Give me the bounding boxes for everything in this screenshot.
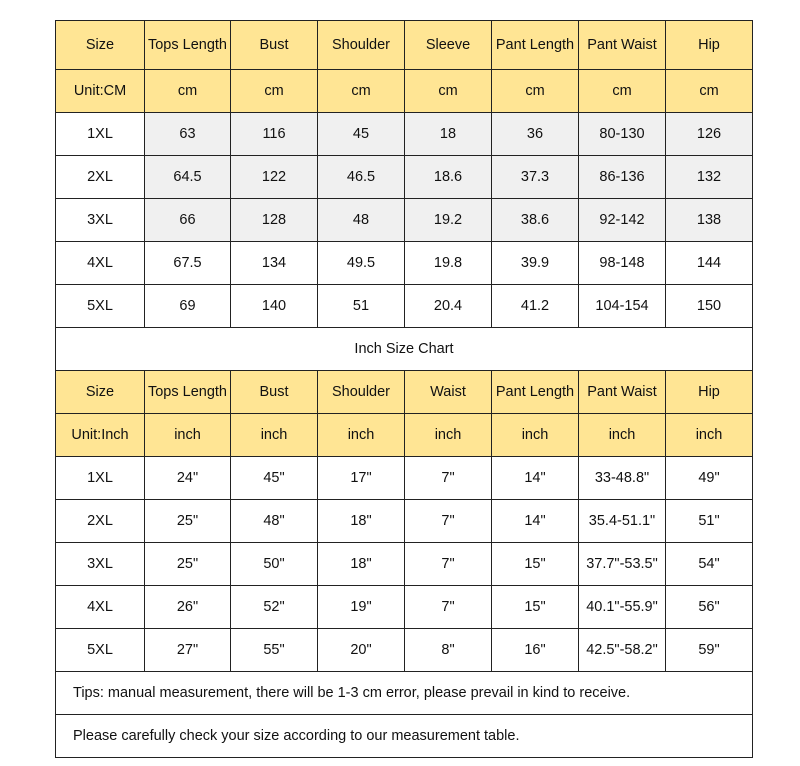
- value-cell: 54": [666, 543, 753, 586]
- size-cell: 1XL: [56, 457, 145, 500]
- value-cell: 86-136: [579, 156, 666, 199]
- unit-cell: cm: [145, 70, 231, 113]
- cm-header-row: [56, 21, 753, 70]
- value-cell: 25": [145, 500, 231, 543]
- size-cell: 2XL: [56, 156, 145, 199]
- value-cell: 104-154: [579, 285, 666, 328]
- value-cell: 35.4-51.1": [579, 500, 666, 543]
- value-cell: 27": [145, 629, 231, 672]
- table-row: [56, 500, 753, 543]
- value-cell: 66: [145, 199, 231, 242]
- unit-cell: cm: [492, 70, 579, 113]
- table-row: [56, 586, 753, 629]
- size-cell: 4XL: [56, 242, 145, 285]
- value-cell: 36: [492, 113, 579, 156]
- table-row: [56, 285, 753, 328]
- unit-cell: cm: [579, 70, 666, 113]
- value-cell: 17": [318, 457, 405, 500]
- value-cell: 144: [666, 242, 753, 285]
- size-chart-table: [55, 20, 753, 758]
- table-row: [56, 242, 753, 285]
- unit-cell: Unit:CM: [56, 70, 145, 113]
- value-cell: 55": [231, 629, 318, 672]
- value-cell: 18.6: [405, 156, 492, 199]
- header-cell: Shoulder: [318, 371, 405, 414]
- size-cell: 5XL: [56, 285, 145, 328]
- size-cell: 5XL: [56, 629, 145, 672]
- cm-unit-row: [56, 70, 753, 113]
- unit-cell: cm: [666, 70, 753, 113]
- value-cell: 26": [145, 586, 231, 629]
- value-cell: 51": [666, 500, 753, 543]
- unit-cell: Unit:Inch: [56, 414, 145, 457]
- size-cell: 2XL: [56, 500, 145, 543]
- value-cell: 150: [666, 285, 753, 328]
- value-cell: 39.9: [492, 242, 579, 285]
- value-cell: 46.5: [318, 156, 405, 199]
- header-cell: Bust: [231, 371, 318, 414]
- table-row: [56, 113, 753, 156]
- value-cell: 45": [231, 457, 318, 500]
- value-cell: 49.5: [318, 242, 405, 285]
- table-row: [56, 457, 753, 500]
- value-cell: 8": [405, 629, 492, 672]
- value-cell: 140: [231, 285, 318, 328]
- value-cell: 14": [492, 457, 579, 500]
- header-cell: Hip: [666, 21, 753, 70]
- value-cell: 80-130: [579, 113, 666, 156]
- header-cell: Waist: [405, 371, 492, 414]
- unit-cell: inch: [145, 414, 231, 457]
- value-cell: 7": [405, 586, 492, 629]
- inch-title-row: [56, 328, 753, 371]
- value-cell: 25": [145, 543, 231, 586]
- unit-cell: cm: [318, 70, 405, 113]
- check-size-text: Please carefully check your size according to our measurement table.: [56, 715, 753, 758]
- header-cell: Pant Waist: [579, 21, 666, 70]
- table-row: [56, 199, 753, 242]
- value-cell: 51: [318, 285, 405, 328]
- header-cell: Size: [56, 371, 145, 414]
- value-cell: 19.8: [405, 242, 492, 285]
- size-cell: 1XL: [56, 113, 145, 156]
- header-cell: Pant Length: [492, 371, 579, 414]
- value-cell: 134: [231, 242, 318, 285]
- size-cell: 3XL: [56, 543, 145, 586]
- table-row: [56, 629, 753, 672]
- value-cell: 18: [405, 113, 492, 156]
- value-cell: 50": [231, 543, 318, 586]
- inch-size-chart-title: Inch Size Chart: [56, 328, 753, 371]
- value-cell: 126: [666, 113, 753, 156]
- value-cell: 48": [231, 500, 318, 543]
- value-cell: 7": [405, 543, 492, 586]
- header-cell: Tops Length: [145, 371, 231, 414]
- value-cell: 40.1"-55.9": [579, 586, 666, 629]
- value-cell: 41.2: [492, 285, 579, 328]
- unit-cell: inch: [579, 414, 666, 457]
- value-cell: 20": [318, 629, 405, 672]
- value-cell: 7": [405, 457, 492, 500]
- value-cell: 18": [318, 500, 405, 543]
- header-cell: Pant Waist: [579, 371, 666, 414]
- value-cell: 20.4: [405, 285, 492, 328]
- value-cell: 122: [231, 156, 318, 199]
- unit-cell: inch: [492, 414, 579, 457]
- value-cell: 138: [666, 199, 753, 242]
- value-cell: 45: [318, 113, 405, 156]
- value-cell: 37.7"-53.5": [579, 543, 666, 586]
- unit-cell: inch: [666, 414, 753, 457]
- value-cell: 48: [318, 199, 405, 242]
- value-cell: 128: [231, 199, 318, 242]
- size-cell: 3XL: [56, 199, 145, 242]
- tips-text: Tips: manual measurement, there will be 1-3 cm error, please prevail in kind to receive.: [56, 672, 753, 715]
- header-cell: Shoulder: [318, 21, 405, 70]
- value-cell: 14": [492, 500, 579, 543]
- value-cell: 15": [492, 543, 579, 586]
- table-row: [56, 156, 753, 199]
- value-cell: 24": [145, 457, 231, 500]
- inch-header-row: [56, 371, 753, 414]
- value-cell: 69: [145, 285, 231, 328]
- size-cell: 4XL: [56, 586, 145, 629]
- value-cell: 98-148: [579, 242, 666, 285]
- tips-row: [56, 715, 753, 758]
- value-cell: 49": [666, 457, 753, 500]
- value-cell: 37.3: [492, 156, 579, 199]
- value-cell: 15": [492, 586, 579, 629]
- value-cell: 56": [666, 586, 753, 629]
- value-cell: 116: [231, 113, 318, 156]
- header-cell: Sleeve: [405, 21, 492, 70]
- tips-row: [56, 672, 753, 715]
- value-cell: 92-142: [579, 199, 666, 242]
- value-cell: 59": [666, 629, 753, 672]
- header-cell: Size: [56, 21, 145, 70]
- header-cell: Hip: [666, 371, 753, 414]
- value-cell: 64.5: [145, 156, 231, 199]
- unit-cell: inch: [405, 414, 492, 457]
- value-cell: 7": [405, 500, 492, 543]
- value-cell: 63: [145, 113, 231, 156]
- header-cell: Pant Length: [492, 21, 579, 70]
- unit-cell: inch: [231, 414, 318, 457]
- value-cell: 38.6: [492, 199, 579, 242]
- header-cell: Bust: [231, 21, 318, 70]
- unit-cell: inch: [318, 414, 405, 457]
- value-cell: 52": [231, 586, 318, 629]
- value-cell: 132: [666, 156, 753, 199]
- value-cell: 16": [492, 629, 579, 672]
- value-cell: 67.5: [145, 242, 231, 285]
- unit-cell: cm: [405, 70, 492, 113]
- value-cell: 33-48.8": [579, 457, 666, 500]
- table-row: [56, 543, 753, 586]
- value-cell: 19": [318, 586, 405, 629]
- value-cell: 19.2: [405, 199, 492, 242]
- value-cell: 42.5"-58.2": [579, 629, 666, 672]
- header-cell: Tops Length: [145, 21, 231, 70]
- value-cell: 18": [318, 543, 405, 586]
- inch-unit-row: [56, 414, 753, 457]
- unit-cell: cm: [231, 70, 318, 113]
